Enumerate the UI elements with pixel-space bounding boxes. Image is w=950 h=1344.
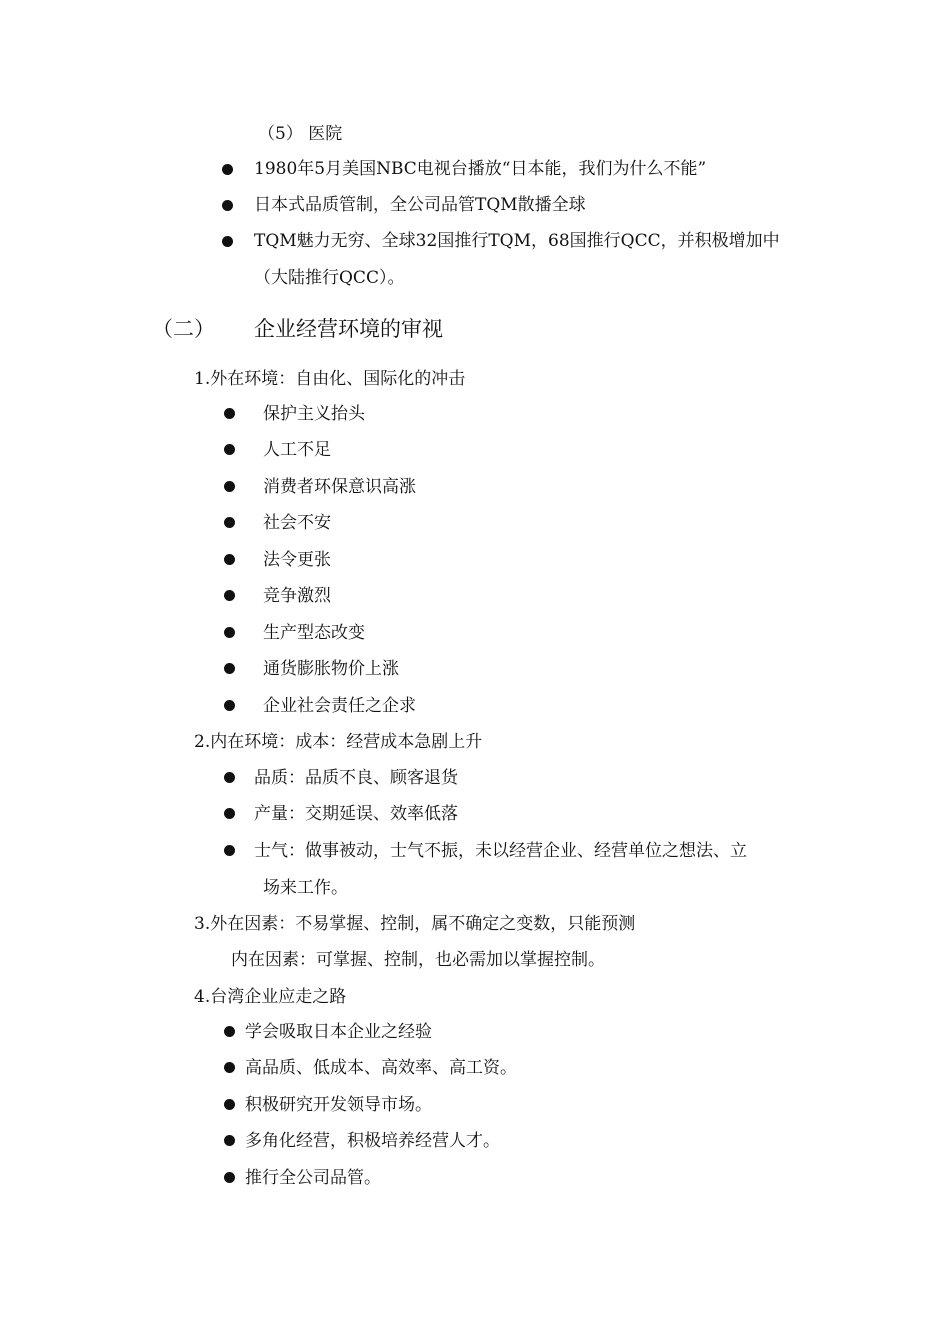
list-item: 消费者环保意识高涨 xyxy=(263,477,416,497)
bullet-icon xyxy=(224,808,235,819)
subsection-heading: 2.内在环境：成本：经营成本急剧上升 xyxy=(194,732,483,752)
list-item-continuation: （大陆推行QCC）。 xyxy=(254,268,405,288)
bullet-icon xyxy=(224,845,235,856)
list-item: 生产型态改变 xyxy=(263,623,365,643)
list-item-hospital: （5） 医院 xyxy=(258,124,343,144)
bullet-icon xyxy=(224,1099,235,1110)
bullet-icon xyxy=(224,554,235,565)
bullet-icon xyxy=(224,1026,235,1037)
list-item: 1980年5月美国NBC电视台播放“日本能，我们为什么不能” xyxy=(254,159,707,179)
list-item: 学会吸取日本企业之经验 xyxy=(245,1022,432,1042)
bullet-icon xyxy=(224,1135,235,1146)
bullet-icon xyxy=(222,164,233,175)
subsection-heading: 3.外在因素：不易掌握、控制，属不确定之变数，只能预测 xyxy=(194,914,636,934)
list-item: TQM魅力无穷、全球32国推行TQM，68国推行QCC，并积极增加中 xyxy=(254,231,780,251)
list-item: 企业社会责任之企求 xyxy=(263,696,416,716)
bullet-icon xyxy=(224,481,235,492)
bullet-icon xyxy=(224,444,235,455)
bullet-icon xyxy=(224,1062,235,1073)
bullet-icon xyxy=(224,1172,235,1183)
bullet-icon xyxy=(224,517,235,528)
list-item: 积极研究开发领导市场。 xyxy=(245,1095,432,1115)
subsection-note: 内在因素：可掌握、控制，也必需加以掌握控制。 xyxy=(231,950,605,970)
list-item: 高品质、低成本、高效率、高工资。 xyxy=(245,1058,517,1078)
section-title: 企业经营环境的审视 xyxy=(254,317,443,341)
list-item: 通货膨胀物价上涨 xyxy=(263,659,399,679)
subsection-heading: 4.台湾企业应走之路 xyxy=(194,987,347,1007)
bullet-icon xyxy=(224,408,235,419)
list-item: 人工不足 xyxy=(263,440,331,460)
list-item: 法令更张 xyxy=(263,550,331,570)
list-item: 品质：品质不良、顾客退货 xyxy=(254,768,458,788)
bullet-icon xyxy=(224,627,235,638)
list-item: 推行全公司品管。 xyxy=(245,1168,381,1188)
list-item: 竞争激烈 xyxy=(263,586,331,606)
bullet-icon xyxy=(224,772,235,783)
section-label: （二） xyxy=(152,317,215,341)
bullet-icon xyxy=(224,700,235,711)
bullet-icon xyxy=(224,663,235,674)
bullet-icon xyxy=(222,236,233,247)
list-item: 社会不安 xyxy=(263,513,331,533)
list-item: 多角化经营，积极培养经营人才。 xyxy=(245,1131,500,1151)
list-item: 保护主义抬头 xyxy=(263,404,365,424)
bullet-icon xyxy=(224,590,235,601)
list-item: 士气：做事被动，士气不振，未以经营企业、经营单位之想法、立 xyxy=(254,841,747,861)
list-item: 日本式品质管制，全公司品管TQM散播全球 xyxy=(254,195,586,215)
subsection-heading: 1.外在环境：自由化、国际化的冲击 xyxy=(194,369,466,389)
list-item: 产量：交期延误、效率低落 xyxy=(254,804,458,824)
list-item-continuation: 场来工作。 xyxy=(263,878,348,898)
bullet-icon xyxy=(222,200,233,211)
